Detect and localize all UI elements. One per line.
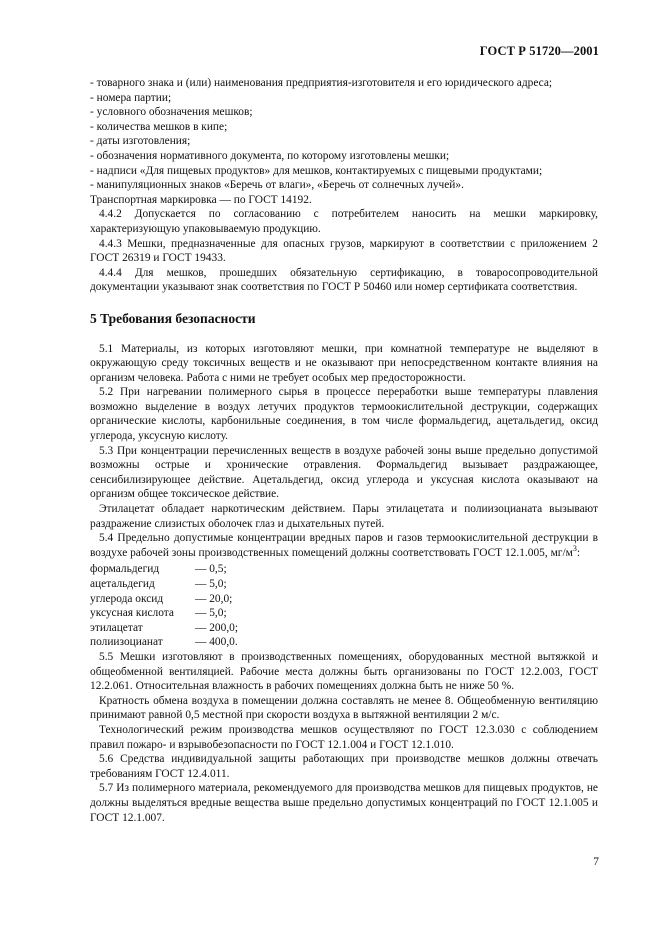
list-item: - количества мешков в кипе; [90,120,228,133]
paragraph-5-2: 5.2 При нагревании полимерного сырья в процессе переработки выше температуры плавления возможно выделение в воздух летучих продуктов термоокислительной деструкции, содержащих органические кислоты, карбонильные соединения, в том числе формальдегид, ацетальдегид, оксид углерода, уксусную кислоту. [90,386,598,443]
substance-value: — 0,5; [195,563,227,576]
document-code-header: ГОСТ Р 51720—2001 [479,44,599,58]
substance-name: полиизоцианат [90,636,163,649]
substance-value: — 400,0. [195,636,238,649]
paragraph-5-3-continued: Этилацетат обладает наркотическим действием. Пары этилацетата и полиизоцианата вызывают раздражение слизистых оболочек глаз и дыхательных путей. [90,503,598,530]
page-number: 7 [593,856,599,868]
substance-value: — 20,0; [195,592,233,605]
paragraph-5-1: 5.1 Материалы, из которых изготовляют мешки, при комнатной температуре не выделяют в окружающую среду токсичных веществ и не оказывают при непосредственном контакте влияния на организм человека. Работа с ними не требует особых мер предосторожности. [90,342,598,384]
unit-colon: : [576,546,580,559]
paragraph-5-3: 5.3 При концентрации перечисленных веществ в воздухе рабочей зоны выше предельно допустимой возможны острые и хронические отравления. Формальдегид вызывает раздражающее, сенсибилизирующее действие. Ацетальдегид, оксид углерода и уксусная кислота оказывают на организм общее токсическое действие. [90,444,598,501]
list-item: - манипуляционных знаков «Беречь от влаги», «Беречь от солнечных лучей». [90,179,464,192]
unit-label: мг/м [550,546,573,559]
unit-exponent: 3 [572,544,577,554]
substance-name: этилацетат [90,621,143,634]
paragraph-5-7: 5.7 Из полимерного материала, рекомендуемого для производства мешков для пищевых продуктов, не должны выделяться вредные вещества выше предельно допустимых концентраций по ГОСТ 12.1.005 и ГОСТ 12.1.007. [90,782,598,824]
page-content [90,76,598,825]
list-item: - обозначения нормативного документа, по которому изготовлены мешки; [90,149,450,162]
paragraph-4-4-2: 4.4.2 Допускается по согласованию с потребителем наносить на мешки маркировку, характеризующую упаковываемую продукцию. [90,208,598,235]
transport-marking-paragraph: Транспортная маркировка — по ГОСТ 14192. [90,193,312,206]
paragraph-5-5-air-exchange: Кратность обмена воздуха в помещении должна составлять не менее 8. Общеобменную вентиляцию принимают равной 0,5 местной при скорости воздуха в вытяжной вентиляции 2 м/с. [90,694,598,722]
list-item: - товарного знака и (или) наименования предприятия-изготовителя и его юридического адреса; [90,77,553,89]
concentration-table [90,562,238,650]
substance-name: уксусная кислота [90,607,174,620]
table-row [90,621,238,636]
list-item: - надписи «Для пищевых продуктов» для мешков, контактируемых с пищевыми продуктами; [90,164,543,177]
table-row [90,635,238,650]
substance-value: — 200,0; [195,621,239,634]
paragraph-5-4 [90,531,598,560]
substance-value: — 5,0; [195,578,227,590]
list-item: - даты изготовления; [90,135,191,148]
substance-name: углерода оксид [90,592,164,605]
list-item: - условного обозначения мешков; [90,106,253,119]
table-row [90,577,238,592]
section-title: 5 Требования безопасности [90,310,256,326]
table-row [90,592,238,607]
marking-list [90,76,598,193]
paragraph-4-4-4: 4.4.4 Для мешков, прошедших обязательную сертификацию, в товаросопроводительной документации указывают знак соответствия по ГОСТ Р 50460 или номер сертификата соответствия. [90,266,598,294]
paragraph-5-5: 5.5 Мешки изготовляют в производственных помещениях, оборудованных местной вытяжкой и общеобменной вентиляцией. Рабочие места должны быть организованы по ГОСТ 12.2.003, ГОСТ 12.2.061. Относительная влажность в рабочих помещениях должна быть не ниже 50 %. [90,650,598,693]
substance-name: формальдегид [90,563,160,576]
substance-value: — 5,0; [195,607,227,620]
paragraph-5-4-text: 5.4 Предельно допустимые концентрации вредных паров и газов термоокислительной деструкции в воздухе рабочей зоны производственных помещений должны соответствовать ГОСТ 12.1.005, [90,532,598,559]
paragraph-5-5-technology: Технологический режим производства мешков осуществляют по ГОСТ 12.3.030 с соблюдением правил пожаро- и взрывобезопасности по ГОСТ 12.1.004 и ГОСТ 12.1.010. [90,723,598,751]
table-row [90,562,238,577]
paragraph-4-4-3: 4.4.3 Мешки, предназначенные для опасных грузов, маркируют в соответствии с приложением 2 ГОСТ 26319 и ГОСТ 19433. [90,237,598,265]
paragraph-5-6: 5.6 Средства индивидуальной защиты работающих при производстве мешков должны отвечать требованиям ГОСТ 12.4.011. [90,753,598,780]
list-item: - номера партии; [90,91,172,104]
table-row [90,606,238,621]
substance-name: ацетальдегид [90,578,155,590]
